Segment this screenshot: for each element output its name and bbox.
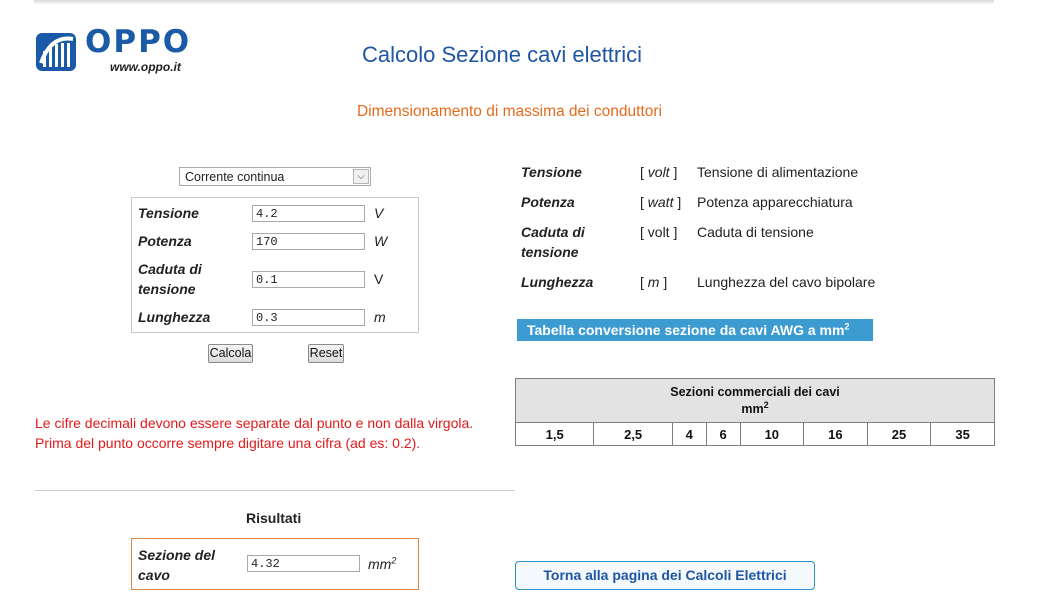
section-cell: 10 <box>740 423 804 446</box>
legend-power-unit: [ watt ] <box>640 194 682 210</box>
sections-table-header <box>516 379 995 423</box>
section-cell: 1,5 <box>516 423 594 446</box>
cable-section-unit <box>368 556 396 572</box>
voltage-input[interactable] <box>252 205 365 222</box>
sections-table-unit-exp: 2 <box>763 399 769 410</box>
sections-table-unit: mm <box>741 401 764 416</box>
cable-section-output[interactable] <box>247 555 360 572</box>
power-label: Potenza <box>138 233 192 249</box>
current-type-selected: Corrente continua <box>185 170 285 184</box>
legend-power-unit-text: watt <box>647 194 674 210</box>
awg-conversion-exp: 2 <box>844 321 850 332</box>
legend-drop-term-line2: tensione <box>521 244 579 260</box>
legend-length-unit-text: m <box>647 274 660 290</box>
cable-section-unit-exp: 2 <box>391 555 397 566</box>
oppo-logo-icon <box>35 29 79 73</box>
cable-section-label-line2: cavo <box>138 567 170 583</box>
legend-drop-unit-text: volt <box>647 224 670 240</box>
section-cell: 16 <box>804 423 868 446</box>
awg-conversion-label: Tabella conversione sezione da cavi AWG a mm <box>527 322 845 338</box>
page-subtitle: Dimensionamento di massima dei conduttori <box>357 103 662 120</box>
top-divider <box>34 0 994 5</box>
legend-power-term: Potenza <box>521 194 575 210</box>
legend-voltage-unit-text: volt <box>647 164 670 180</box>
section-divider <box>35 490 515 491</box>
legend-voltage-unit: [ volt ] <box>640 164 678 180</box>
cable-section-unit-text: mm <box>368 556 392 572</box>
legend-length-desc: Lunghezza del cavo bipolare <box>697 274 876 290</box>
length-unit: m <box>374 309 386 325</box>
length-label: Lunghezza <box>138 309 211 325</box>
voltage-drop-label-line1: Caduta di <box>138 261 202 277</box>
awg-conversion-link[interactable] <box>517 319 873 341</box>
legend-length-unit: [ m ] <box>640 274 668 290</box>
oppo-logo[interactable] <box>35 24 225 77</box>
legend-drop-unit: [ volt ] <box>640 224 678 240</box>
voltage-drop-input[interactable] <box>252 271 365 288</box>
results-box <box>131 538 419 590</box>
voltage-unit: V <box>374 205 384 221</box>
power-unit: W <box>374 233 388 249</box>
voltage-label: Tensione <box>138 205 199 221</box>
section-cell: 4 <box>672 423 706 446</box>
voltage-drop-label-line2: tensione <box>138 281 196 297</box>
sections-table-title: Sezioni commerciali dei cavi <box>670 384 840 399</box>
input-form-box <box>131 197 419 333</box>
legend-length-term: Lunghezza <box>521 274 594 290</box>
cable-section-label-line1: Sezione del <box>138 547 216 563</box>
logo-url: www.oppo.it <box>110 60 181 74</box>
back-to-electrical-calcs-button[interactable]: Torna alla pagina dei Calcoli Elettrici <box>515 561 815 590</box>
decimal-note-line2: Prima del punto occorre sempre digitare una cifra (ad es: 0.2). <box>35 435 421 451</box>
length-input[interactable] <box>252 309 365 326</box>
section-cell: 6 <box>706 423 740 446</box>
legend-power-desc: Potenza apparecchiatura <box>697 194 853 210</box>
results-title: Risultati <box>246 510 302 526</box>
legend-voltage-term: Tensione <box>521 164 582 180</box>
current-type-select[interactable] <box>179 167 371 186</box>
reset-button[interactable]: Reset <box>308 344 344 363</box>
section-cell: 2,5 <box>594 423 672 446</box>
voltage-drop-unit: V <box>374 271 384 287</box>
page-title: Calcolo Sezione cavi elettrici <box>362 42 643 67</box>
table-row <box>516 423 995 446</box>
legend-drop-desc: Caduta di tensione <box>697 224 814 240</box>
commercial-sections-table <box>515 378 995 446</box>
decimal-note-line1: Le cifre decimali devono essere separate dal punto e non dalla virgola. <box>35 415 474 431</box>
section-cell: 35 <box>931 423 995 446</box>
legend-drop-term-line1: Caduta di <box>521 224 585 240</box>
power-input[interactable] <box>252 233 365 250</box>
logo-brand: OPPO <box>85 24 192 60</box>
section-cell: 25 <box>867 423 931 446</box>
chevron-down-icon[interactable]: ⌵ <box>353 169 369 184</box>
calculate-button[interactable]: Calcola <box>208 344 253 363</box>
legend-voltage-desc: Tensione di alimentazione <box>697 164 859 180</box>
